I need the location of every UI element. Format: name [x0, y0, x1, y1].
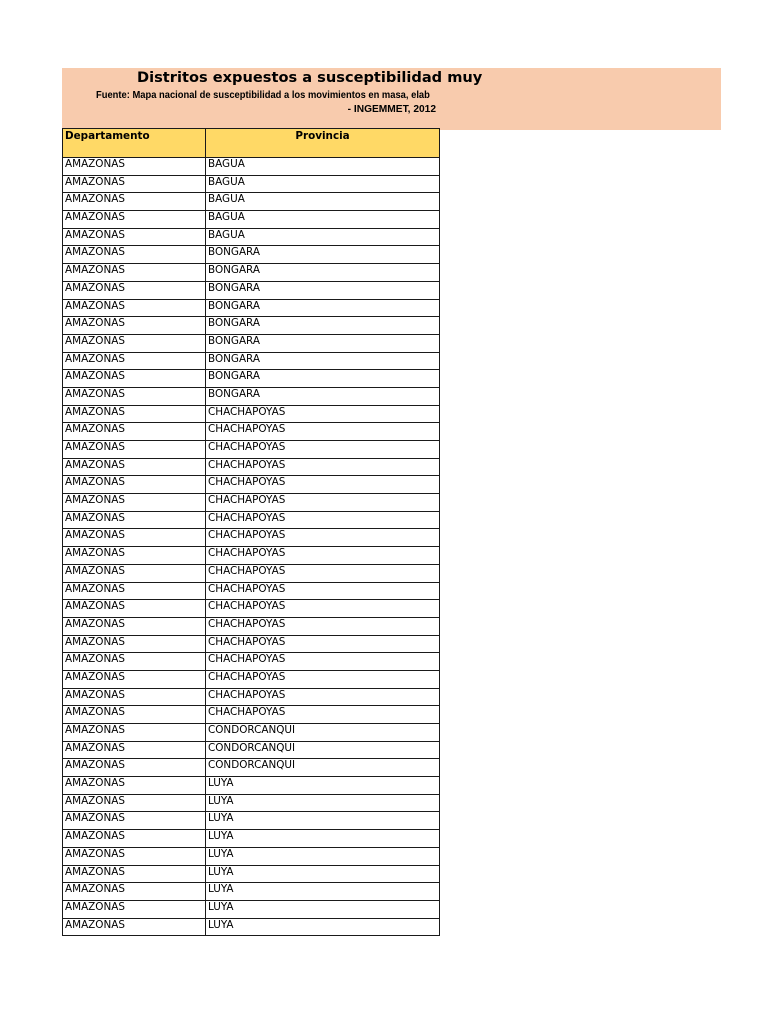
cell-provincia[interactable]: CHACHAPOYAS: [206, 600, 440, 618]
cell-provincia[interactable]: CHACHAPOYAS: [206, 635, 440, 653]
table-row: [63, 600, 440, 618]
table-row: [63, 158, 440, 176]
table-row: [63, 564, 440, 582]
table-row: [63, 777, 440, 795]
cell-departamento[interactable]: AMAZONAS: [63, 617, 206, 635]
cell-departamento[interactable]: AMAZONAS: [63, 777, 206, 795]
cell-provincia[interactable]: CONDORCANQUI: [206, 724, 440, 742]
cell-provincia[interactable]: BAGUA: [206, 211, 440, 229]
table-row: [63, 246, 440, 264]
cell-provincia[interactable]: BONGARA: [206, 264, 440, 282]
cell-departamento[interactable]: AMAZONAS: [63, 264, 206, 282]
table-row: [63, 617, 440, 635]
table-row: [63, 830, 440, 848]
cell-departamento[interactable]: AMAZONAS: [63, 211, 206, 229]
cell-departamento[interactable]: AMAZONAS: [63, 918, 206, 936]
cell-provincia[interactable]: CHACHAPOYAS: [206, 529, 440, 547]
cell-departamento[interactable]: AMAZONAS: [63, 653, 206, 671]
table-row: [63, 582, 440, 600]
cell-departamento[interactable]: AMAZONAS: [63, 511, 206, 529]
cell-provincia[interactable]: LUYA: [206, 777, 440, 795]
table-row: [63, 670, 440, 688]
cell-departamento[interactable]: AMAZONAS: [63, 352, 206, 370]
header-banner: [62, 68, 721, 130]
table-row: [63, 759, 440, 777]
cell-departamento[interactable]: AMAZONAS: [63, 246, 206, 264]
cell-provincia[interactable]: CHACHAPOYAS: [206, 706, 440, 724]
cell-departamento[interactable]: AMAZONAS: [63, 582, 206, 600]
cell-provincia[interactable]: CHACHAPOYAS: [206, 441, 440, 459]
table-row: [63, 741, 440, 759]
page-title: Distritos expuestos a susceptibilidad muy: [137, 69, 483, 86]
cell-provincia[interactable]: BONGARA: [206, 387, 440, 405]
cell-departamento[interactable]: AMAZONAS: [63, 865, 206, 883]
table-row: [63, 423, 440, 441]
cell-provincia[interactable]: LUYA: [206, 865, 440, 883]
table-body: [63, 158, 440, 936]
cell-departamento[interactable]: AMAZONAS: [63, 458, 206, 476]
table-row: [63, 724, 440, 742]
cell-departamento[interactable]: AMAZONAS: [63, 228, 206, 246]
cell-provincia[interactable]: LUYA: [206, 847, 440, 865]
table-row: [63, 547, 440, 565]
cell-departamento[interactable]: AMAZONAS: [63, 281, 206, 299]
cell-provincia[interactable]: CHACHAPOYAS: [206, 458, 440, 476]
cell-provincia[interactable]: BONGARA: [206, 370, 440, 388]
table-row: [63, 458, 440, 476]
cell-provincia[interactable]: BONGARA: [206, 352, 440, 370]
table-row: [63, 370, 440, 388]
table-row: [63, 494, 440, 512]
cell-departamento[interactable]: AMAZONAS: [63, 688, 206, 706]
cell-provincia[interactable]: BONGARA: [206, 334, 440, 352]
table-row: [63, 794, 440, 812]
cell-departamento[interactable]: AMAZONAS: [63, 494, 206, 512]
cell-departamento[interactable]: AMAZONAS: [63, 600, 206, 618]
cell-provincia[interactable]: CHACHAPOYAS: [206, 582, 440, 600]
table-row: [63, 405, 440, 423]
table-row: [63, 511, 440, 529]
table-row: [63, 299, 440, 317]
cell-departamento[interactable]: AMAZONAS: [63, 900, 206, 918]
table-row: [63, 211, 440, 229]
cell-departamento[interactable]: AMAZONAS: [63, 812, 206, 830]
cell-departamento[interactable]: AMAZONAS: [63, 370, 206, 388]
cell-departamento[interactable]: AMAZONAS: [63, 441, 206, 459]
table-row: [63, 865, 440, 883]
cell-departamento[interactable]: AMAZONAS: [63, 405, 206, 423]
table-row: [63, 228, 440, 246]
cell-departamento[interactable]: AMAZONAS: [63, 794, 206, 812]
table-row: [63, 476, 440, 494]
cell-departamento[interactable]: AMAZONAS: [63, 635, 206, 653]
cell-departamento[interactable]: AMAZONAS: [63, 299, 206, 317]
table-row: [63, 812, 440, 830]
cell-provincia[interactable]: LUYA: [206, 883, 440, 901]
table-row: [63, 635, 440, 653]
cell-provincia[interactable]: CHACHAPOYAS: [206, 511, 440, 529]
cell-provincia[interactable]: CHACHAPOYAS: [206, 564, 440, 582]
cell-provincia[interactable]: LUYA: [206, 900, 440, 918]
table-row: [63, 918, 440, 936]
cell-departamento[interactable]: AMAZONAS: [63, 564, 206, 582]
cell-provincia[interactable]: CHACHAPOYAS: [206, 494, 440, 512]
column-header-provincia[interactable]: Provincia: [206, 129, 440, 158]
cell-provincia[interactable]: CONDORCANQUI: [206, 759, 440, 777]
column-header-departamento[interactable]: Departamento: [63, 129, 206, 158]
table-row: [63, 387, 440, 405]
cell-provincia[interactable]: CHACHAPOYAS: [206, 670, 440, 688]
table-row: [63, 334, 440, 352]
table-row: [63, 352, 440, 370]
header-text-clip: [62, 68, 483, 130]
cell-departamento[interactable]: AMAZONAS: [63, 741, 206, 759]
cell-departamento[interactable]: AMAZONAS: [63, 706, 206, 724]
cell-departamento[interactable]: AMAZONAS: [63, 158, 206, 176]
table-row: [63, 706, 440, 724]
table-row: [63, 529, 440, 547]
cell-provincia[interactable]: BAGUA: [206, 228, 440, 246]
cell-provincia[interactable]: BAGUA: [206, 175, 440, 193]
cell-provincia[interactable]: BONGARA: [206, 246, 440, 264]
source-line-continued: - INGEMMET, 2012: [347, 104, 436, 115]
cell-provincia[interactable]: BONGARA: [206, 299, 440, 317]
cell-departamento[interactable]: AMAZONAS: [63, 547, 206, 565]
table-header-row: [63, 129, 440, 158]
cell-departamento[interactable]: AMAZONAS: [63, 883, 206, 901]
cell-provincia[interactable]: LUYA: [206, 918, 440, 936]
table-row: [63, 847, 440, 865]
cell-provincia[interactable]: CHACHAPOYAS: [206, 688, 440, 706]
table-row: [63, 883, 440, 901]
cell-departamento[interactable]: AMAZONAS: [63, 476, 206, 494]
cell-provincia[interactable]: CONDORCANQUI: [206, 741, 440, 759]
cell-departamento[interactable]: AMAZONAS: [63, 724, 206, 742]
cell-provincia[interactable]: CHACHAPOYAS: [206, 423, 440, 441]
source-line: Fuente: Mapa nacional de susceptibilidad a los movimientos en masa, elab: [96, 90, 430, 101]
table-row: [63, 281, 440, 299]
cell-provincia[interactable]: BAGUA: [206, 193, 440, 211]
cell-provincia[interactable]: CHACHAPOYAS: [206, 547, 440, 565]
cell-departamento[interactable]: AMAZONAS: [63, 334, 206, 352]
cell-provincia[interactable]: CHACHAPOYAS: [206, 617, 440, 635]
districts-table: [62, 128, 440, 936]
cell-departamento[interactable]: AMAZONAS: [63, 830, 206, 848]
table-row: [63, 900, 440, 918]
cell-departamento[interactable]: AMAZONAS: [63, 670, 206, 688]
cell-provincia[interactable]: LUYA: [206, 812, 440, 830]
cell-departamento[interactable]: AMAZONAS: [63, 193, 206, 211]
cell-departamento[interactable]: AMAZONAS: [63, 759, 206, 777]
table-row: [63, 441, 440, 459]
cell-departamento[interactable]: AMAZONAS: [63, 317, 206, 335]
table-row: [63, 317, 440, 335]
table-row: [63, 193, 440, 211]
cell-departamento[interactable]: AMAZONAS: [63, 423, 206, 441]
cell-departamento[interactable]: AMAZONAS: [63, 175, 206, 193]
cell-provincia[interactable]: BAGUA: [206, 158, 440, 176]
cell-departamento[interactable]: AMAZONAS: [63, 529, 206, 547]
cell-provincia[interactable]: CHACHAPOYAS: [206, 476, 440, 494]
table-row: [63, 264, 440, 282]
table-row: [63, 688, 440, 706]
cell-provincia[interactable]: CHACHAPOYAS: [206, 653, 440, 671]
table-row: [63, 175, 440, 193]
table-row: [63, 653, 440, 671]
cell-provincia[interactable]: LUYA: [206, 830, 440, 848]
cell-provincia[interactable]: BONGARA: [206, 317, 440, 335]
cell-provincia[interactable]: BONGARA: [206, 281, 440, 299]
cell-provincia[interactable]: LUYA: [206, 794, 440, 812]
cell-departamento[interactable]: AMAZONAS: [63, 847, 206, 865]
cell-departamento[interactable]: AMAZONAS: [63, 387, 206, 405]
cell-provincia[interactable]: CHACHAPOYAS: [206, 405, 440, 423]
